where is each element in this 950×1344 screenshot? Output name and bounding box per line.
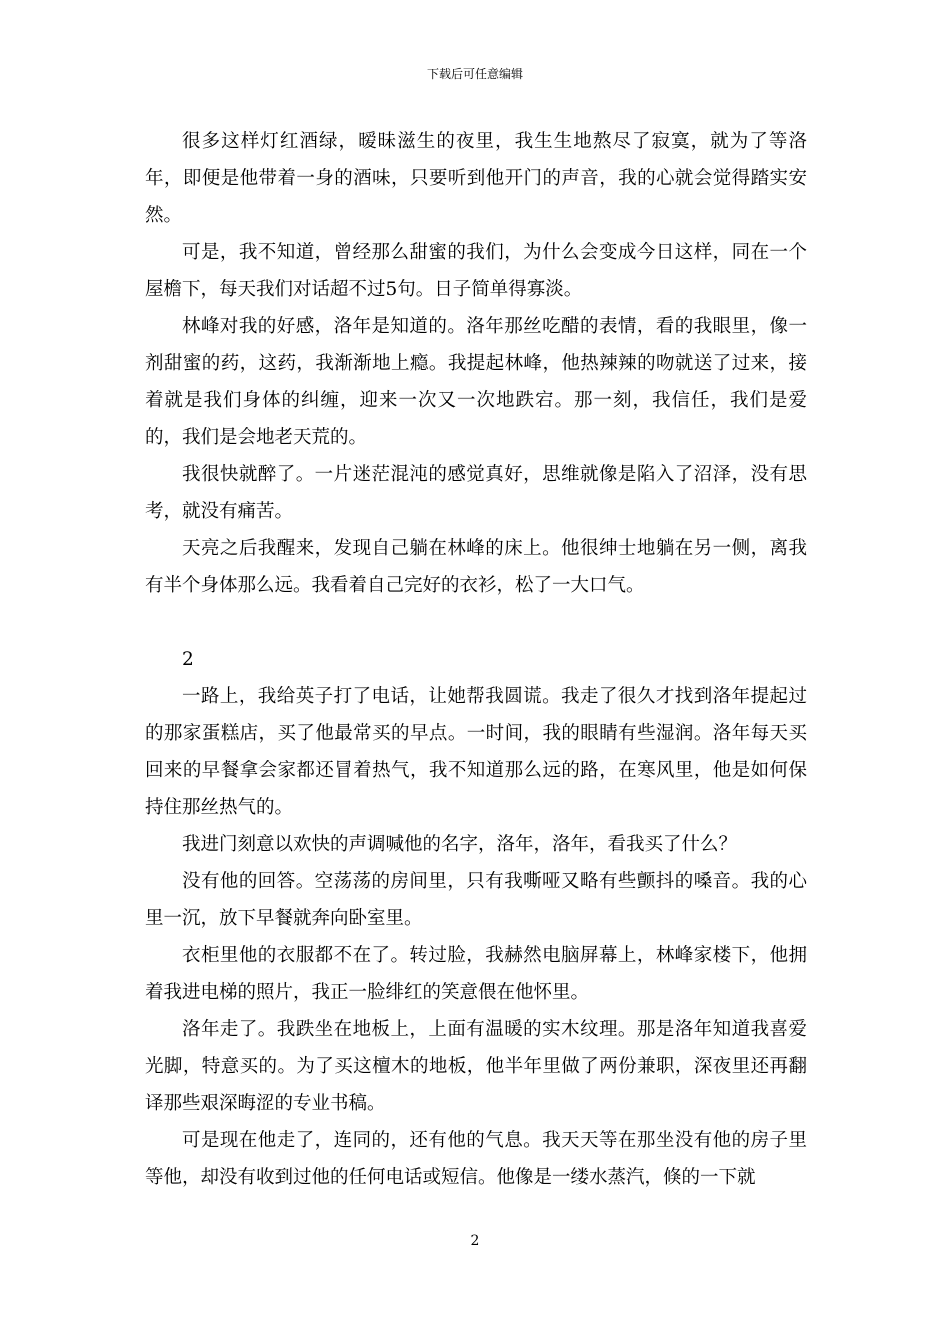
paragraph: 可是现在他走了，连同的，还有他的气息。我天天等在那坐没有他的房子里等他，却没有收到过他的任何电话或短信。他像是一缕水蒸汽，倏的一下就 bbox=[145, 1130, 807, 1188]
paragraph: 我进门刻意以欢快的声调喊他的名字，洛年，洛年，看我买了什么？ bbox=[182, 834, 738, 855]
paragraph: 很多这样灯红酒绿，暧昧滋生的夜里，我生生地熬尽了寂寞，就为了等洛年，即便是他带着一身的酒味，只要听到他开门的声音，我的心就会觉得踏实安然。 bbox=[145, 131, 807, 226]
paragraph: 林峰对我的好感，洛年是知道的。洛年那丝吃醋的表情，看的我眼里，像一剂甜蜜的药，这药，我渐渐地上瘾。我提起林峰，他热辣辣的吻就送了过来，接着就是我们身体的纠缠，迎来一次又一次地跌宕。那一刻，我信任，我们是爱的，我们是会地老天荒的。 bbox=[145, 316, 807, 448]
paragraph: 天亮之后我醒来，发现自己躺在林峰的床上。他很绅士地躺在另一侧，离我有半个身体那么远。我看着自己完好的衣衫，松了一大口气。 bbox=[145, 538, 807, 596]
page-number: 2 bbox=[470, 1233, 480, 1249]
page-header: 下载后可任意编辑 bbox=[426, 67, 523, 81]
paragraph: 我很快就醉了。一片迷茫混沌的感觉真好，思维就像是陷入了沼泽，没有思考，就没有痛苦。 bbox=[145, 464, 807, 522]
paragraph: 洛年走了。我跌坐在地板上，上面有温暖的实木纹理。那是洛年知道我喜爱光脚，特意买的。为了买这檀木的地板，他半年里做了两份兼职，深夜里还再翻译那些艰深晦涩的专业书稿。 bbox=[145, 1019, 807, 1114]
paragraph: 衣柜里他的衣服都不在了。转过脸，我赫然电脑屏幕上，林峰家楼下，他拥着我进电梯的照片，我正一脸绯红的笑意偎在他怀里。 bbox=[145, 945, 807, 1003]
paragraph: 可是，我不知道，曾经那么甜蜜的我们，为什么会变成今日这样，同在一个屋檐下，每天我们对话超不过5句。日子简单得寡淡。 bbox=[145, 242, 807, 300]
section-number: 2 bbox=[182, 649, 194, 670]
paragraph: 没有他的回答。空荡荡的房间里，只有我嘶哑又略有些颤抖的嗓音。我的心里一沉，放下早餐就奔向卧室里。 bbox=[145, 871, 807, 929]
document-body bbox=[145, 123, 807, 1196]
paragraph: 一路上，我给英子打了电话，让她帮我圆谎。我走了很久才找到洛年提起过的那家蛋糕店，买了他最常买的早点。一时间，我的眼睛有些湿润。洛年每天买回来的早餐拿会家都还冒着热气，我不知道那么远的路，在寒风里，他是如何保持住那丝热气的。 bbox=[145, 686, 807, 818]
